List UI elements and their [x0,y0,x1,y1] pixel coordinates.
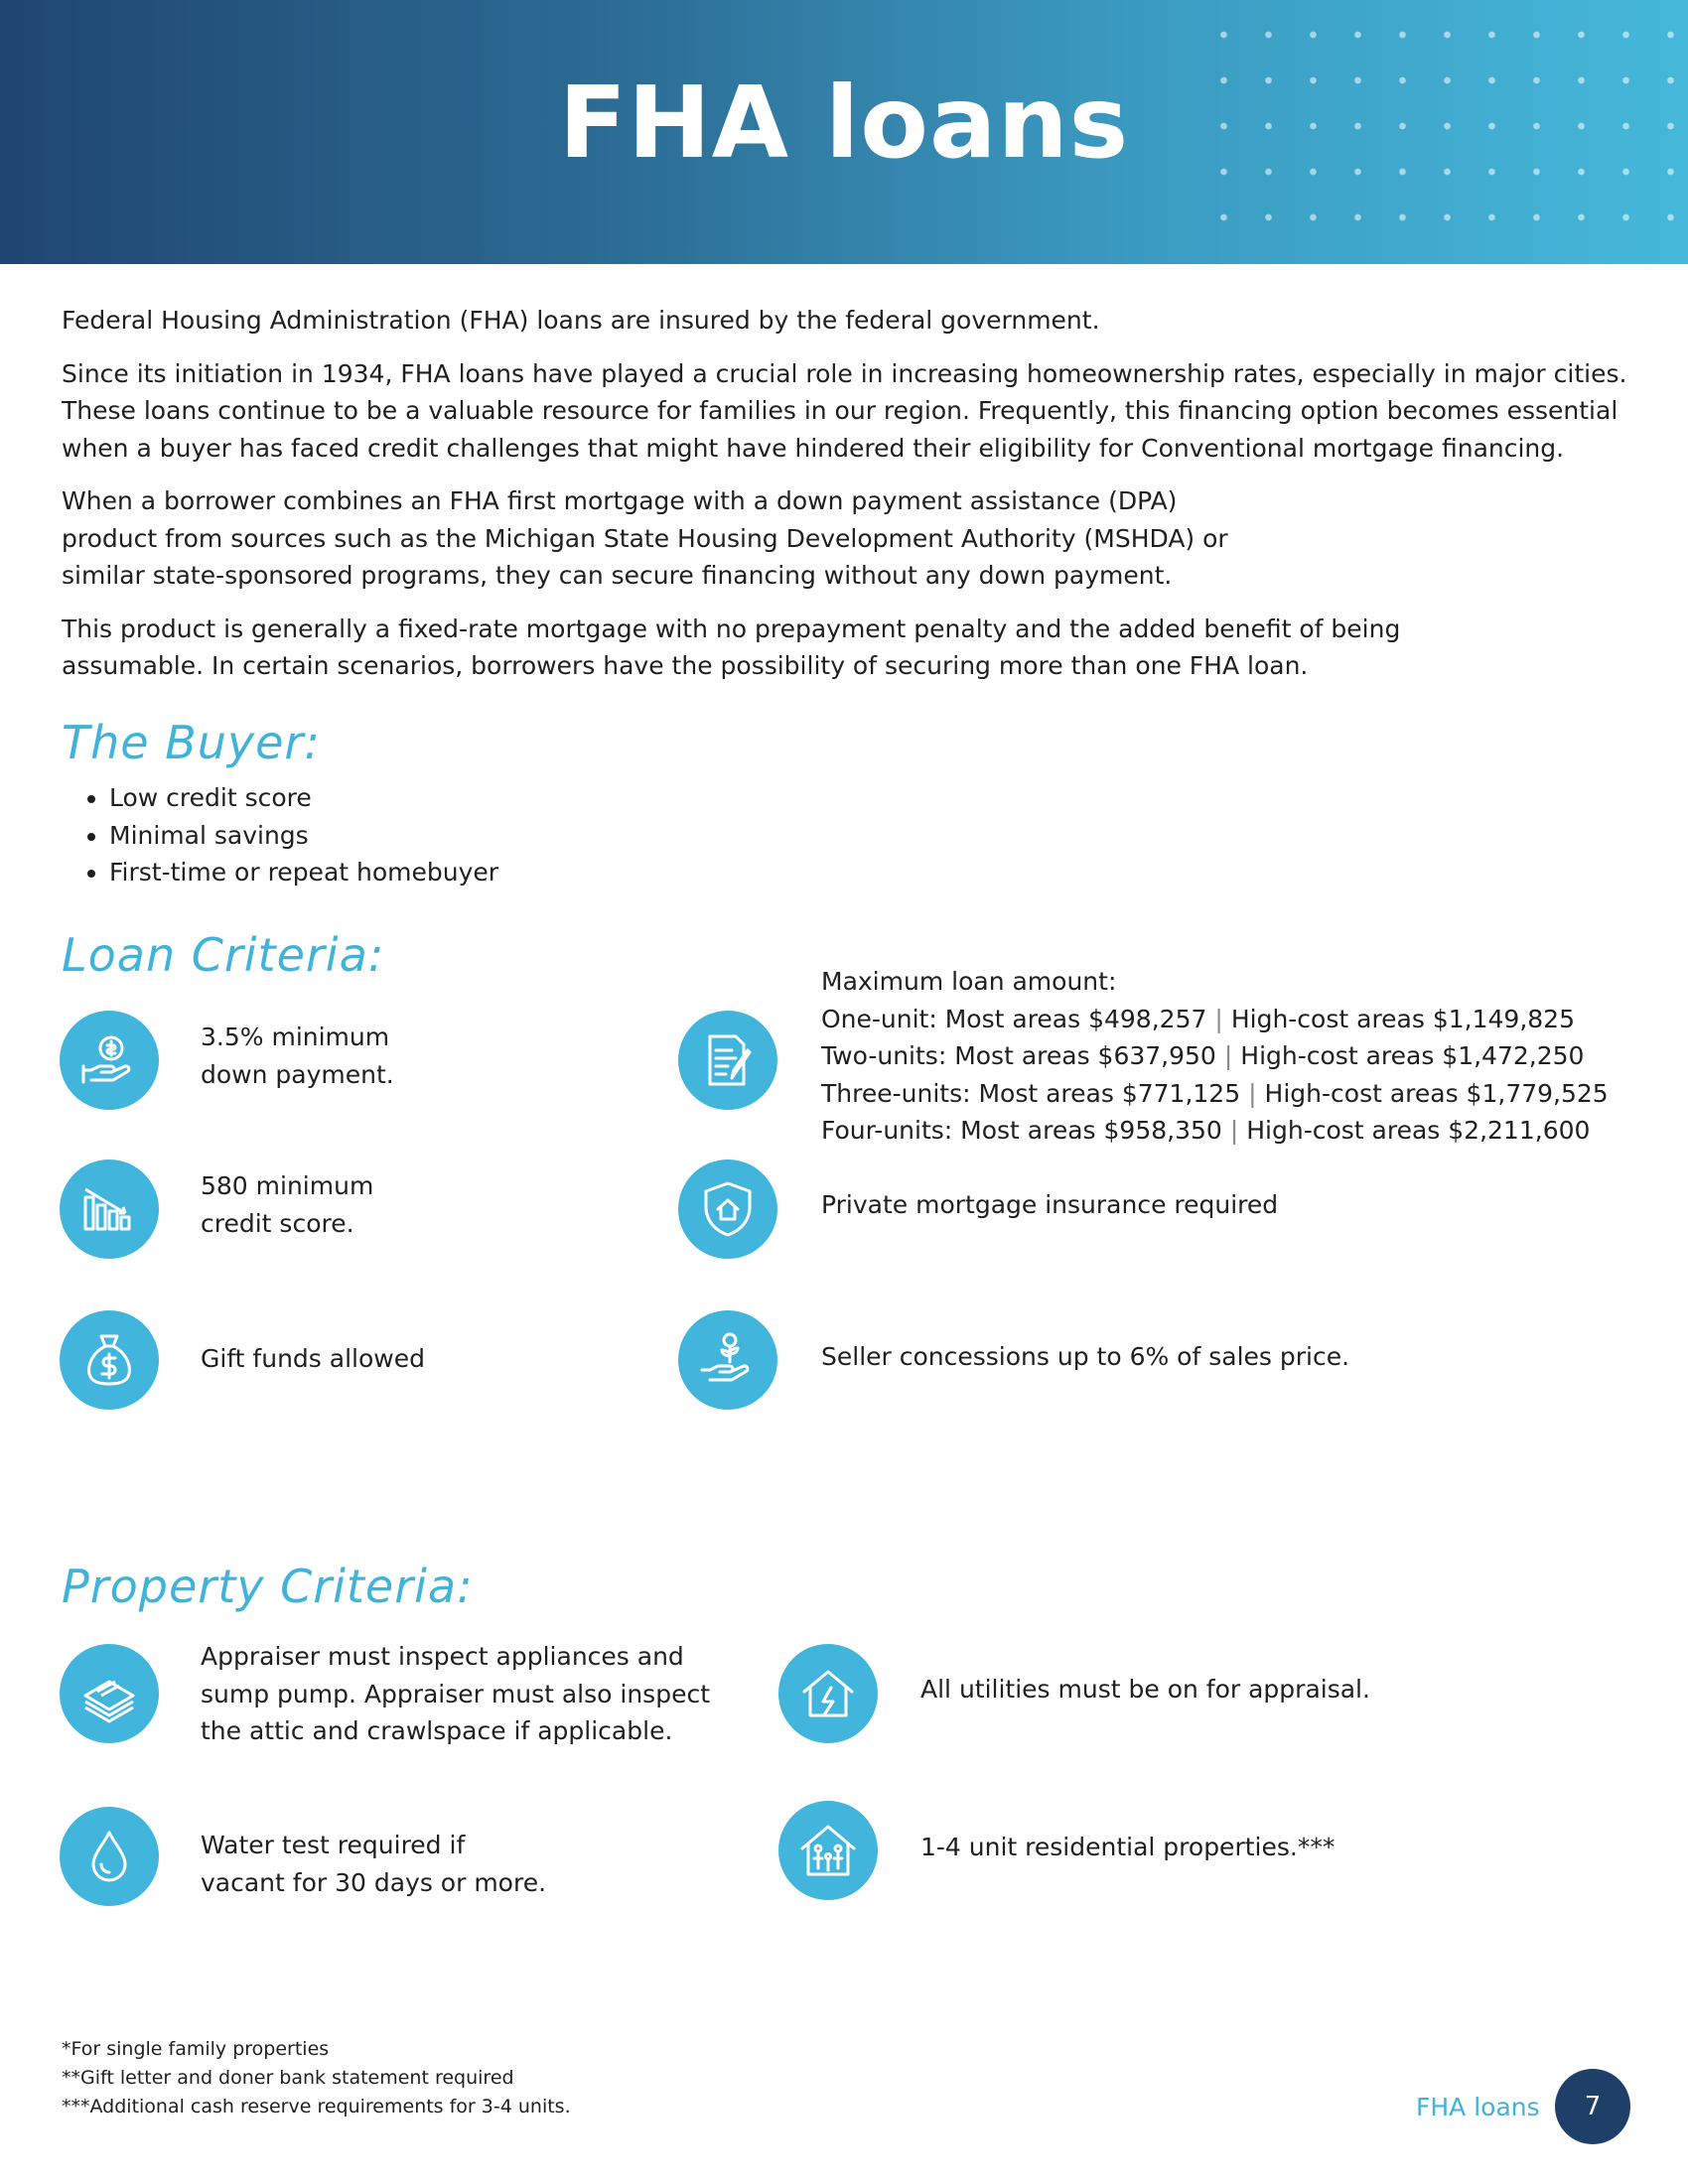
max-loan-row: Three-units: Most areas $771,125 | High-cost areas $1,779,525 [821,1078,1609,1108]
buyer-list [62,779,498,891]
footnotes [62,2035,571,2121]
gift-funds-text: Gift funds allowed [201,1344,425,1373]
house-lightning-icon [778,1644,878,1743]
buyer-heading: The Buyer: [62,716,321,769]
intro-text [62,302,1650,701]
intro-paragraph: This product is generally a fixed-rate mortgage with no prepayment penalty and the added benefit of being assumable. In certain scenarios, borrowers have the possibility of securing more than one FHA loan. [62,614,1401,680]
page-title: FHA loans [558,65,1130,181]
credit-score-text: 580 minimum credit score. [201,1171,374,1238]
footnote: **Gift letter and doner bank statement required [62,2067,514,2089]
loan-criteria-heading: Loan Criteria: [62,928,385,982]
money-bag-icon [60,1310,159,1410]
water-drop-icon [60,1807,159,1906]
footnote: *For single family properties [62,2038,330,2060]
intro-paragraph: Federal Housing Administration (FHA) loans are insured by the federal government. [62,306,1100,335]
declining-bar-chart-icon [60,1160,159,1259]
max-loan-heading: Maximum loan amount: [821,967,1117,996]
footer-label: FHA loans [1416,2093,1540,2121]
utilities-text: All utilities must be on for appraisal. [920,1675,1370,1704]
page-number-badge: 7 [1555,2069,1630,2144]
list-item: • First-time or repeat homebuyer [109,854,498,891]
hand-plant-coin-icon [678,1310,777,1410]
appraiser-text: Appraiser must inspect appliances and sump pump. Appraiser must also inspect the attic and crawlspace if applicable. [201,1642,711,1745]
max-loan-row: Four-units: Most areas $958,350 | High-cost areas $2,211,600 [821,1116,1591,1145]
list-item: • Low credit score [109,779,498,817]
pmi-text: Private mortgage insurance required [821,1190,1279,1219]
page-header [0,0,1688,264]
units-text: 1-4 unit residential properties.*** [920,1833,1336,1861]
property-criteria-heading: Property Criteria: [62,1560,474,1613]
footnote: ***Additional cash reserve requirements for 3-4 units. [62,2096,571,2117]
hand-coin-icon [60,1011,159,1110]
shield-house-icon [678,1160,777,1259]
house-family-icon [778,1801,878,1900]
intro-paragraph: Since its initiation in 1934, FHA loans have played a crucial role in increasing homeownership rates, especially in major cities. These loans continue to be a valuable resource for families in our region. Frequently, this financing option becomes essential when a buyer has faced credit challenges that might have hindered their eligibility for Conventional mortgage financing. [62,358,1627,463]
seller-concessions-text: Seller concessions up to 6% of sales price. [821,1342,1350,1371]
intro-paragraph: When a borrower combines an FHA first mortgage with a down payment assistance (DPA) product from sources such as the Michigan State Housing Development Authority (MSHDA) or similar state-sponsored programs, they can secure financing without any down payment. [62,486,1228,590]
stack-of-papers-icon [60,1644,159,1743]
water-test-text: Water test required if vacant for 30 days or more. [201,1831,547,1897]
max-loan-row: One-unit: Most areas $498,257 | High-cost areas $1,149,825 [821,1004,1575,1033]
down-payment-text: 3.5% minimum down payment. [201,1023,394,1089]
max-loan-row: Two-units: Most areas $637,950 | High-cost areas $1,472,250 [821,1041,1585,1070]
document-pen-icon [678,1011,777,1110]
list-item: • Minimal savings [109,817,498,855]
max-loan-table [821,963,1609,1150]
